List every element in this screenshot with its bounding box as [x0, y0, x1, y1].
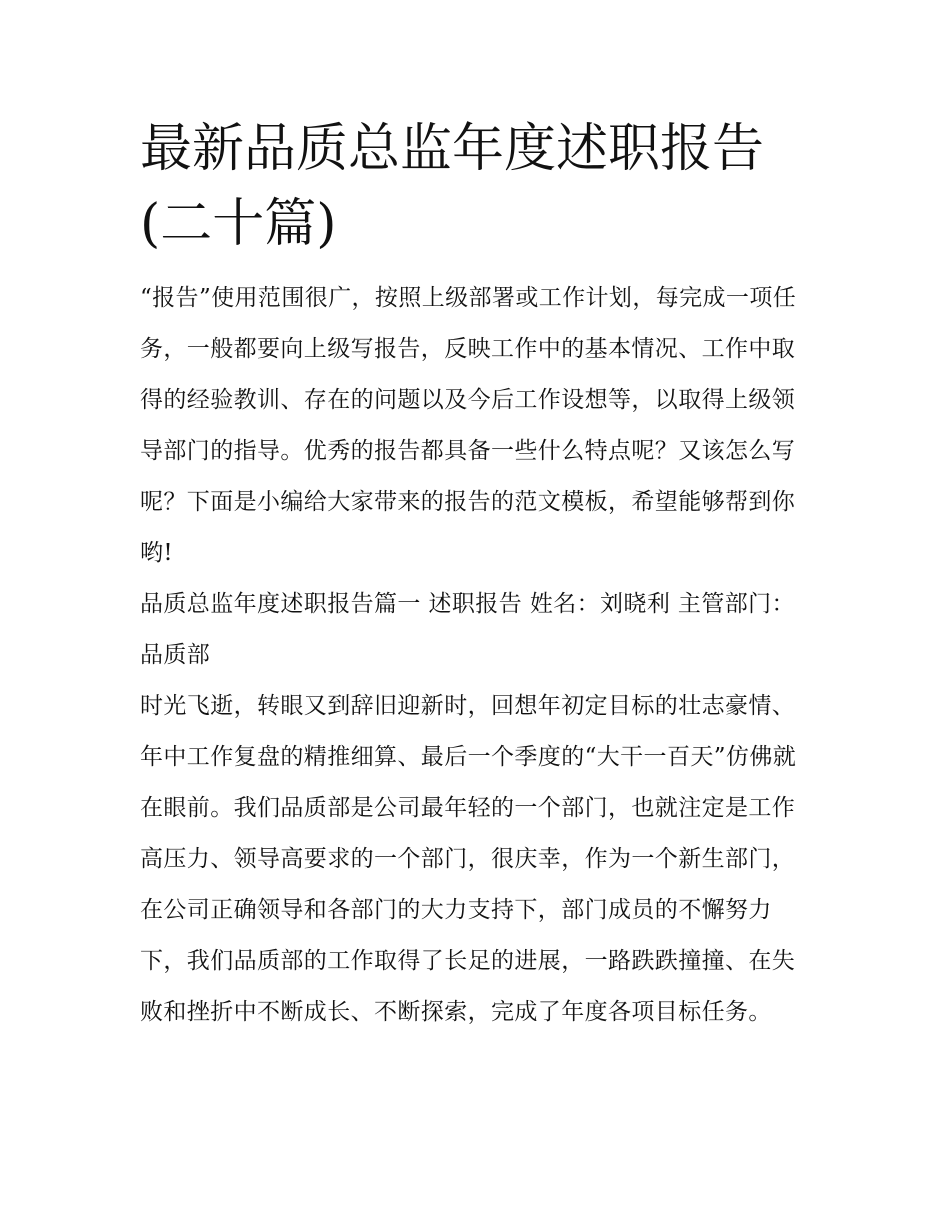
body-paragraph: 时光飞逝，转眼又到辞旧迎新时，回想年初定目标的壮志豪情、年中工作复盘的精推细算、最后一个季度的“大干一百天”仿佛就在眼前。我们品质部是公司最年轻的一个部门，也就注定是工作高压力、领导高要求的一个部门，很庆幸，作为一个新生部门，在公司正确领导和各部门的大力支持下，部门成员的不懈努力下，我们品质部的工作取得了长足的进展，一路跌跌撞撞、在失败和挫折中不断成长、不断探索，完成了年度各项目标任务。: [140, 693, 797, 1025]
document-body: [140, 112, 812, 1038]
document-title: 最新品质总监年度述职报告(二十篇): [140, 119, 765, 254]
section-heading-paragraph: 品质总监年度述职报告篇一 述职报告 姓名：刘晓利 主管部门：品质部: [140, 591, 795, 668]
intro-paragraph: “报告”使用范围很广，按照上级部署或工作计划，每完成一项任务，一般都要向上级写报告，反映工作中的基本情况、工作中取得的经验教训、存在的问题以及今后工作设想等，以取得上级领导部门的指导。优秀的报告都具备一些什么特点呢？又该怎么写呢？下面是小编给大家带来的报告的范文模板，希望能够帮到你哟!: [140, 285, 797, 566]
